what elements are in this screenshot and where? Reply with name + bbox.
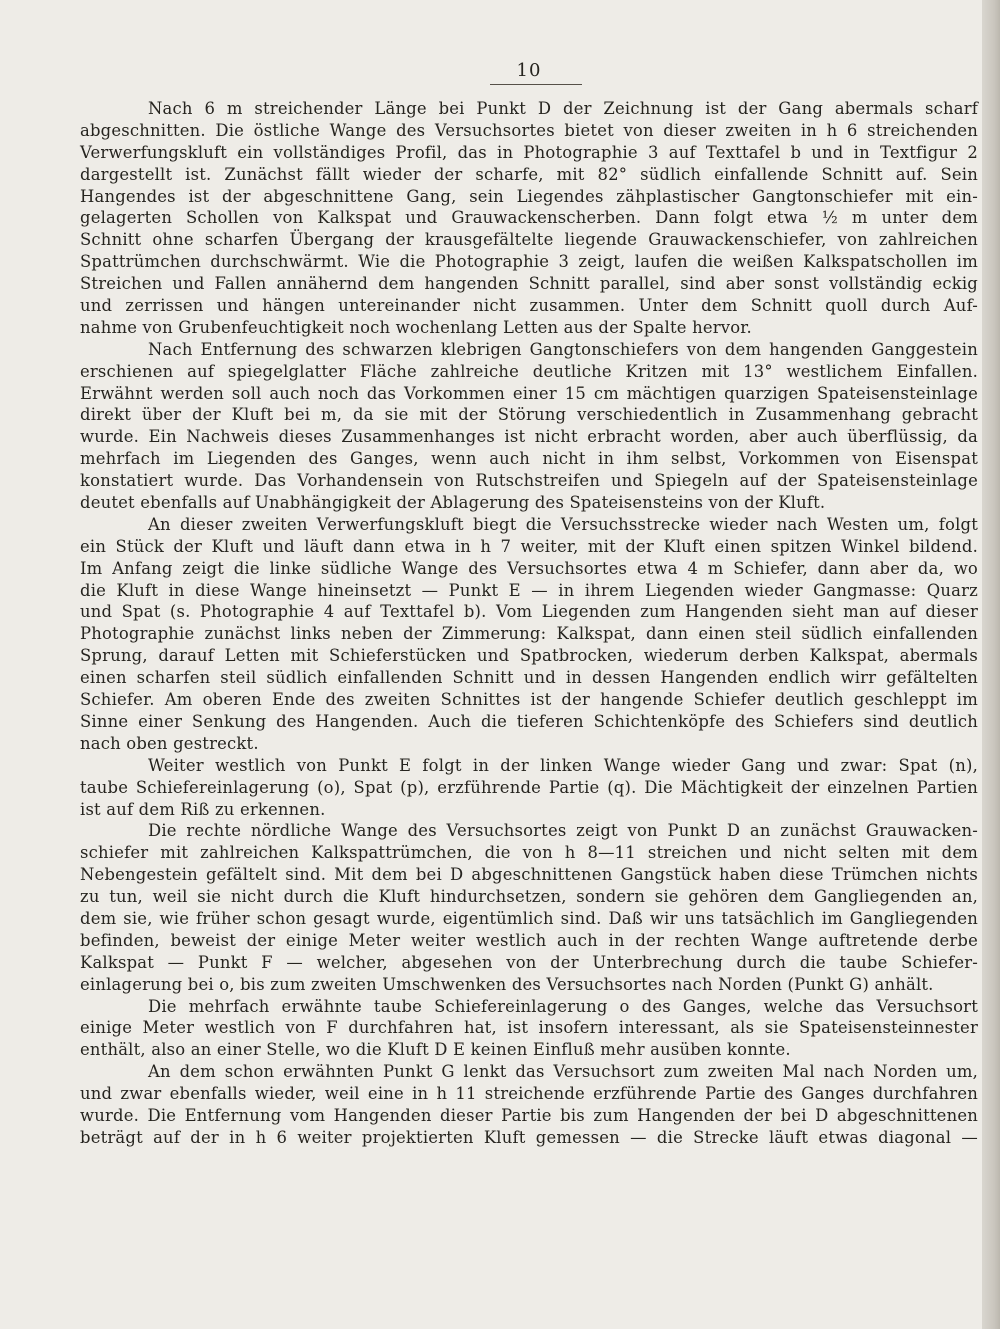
text-line: Die rechte nördliche Wange des Versuchsortes zeigt von Punkt D an zunächst Grauwacken- xyxy=(148,821,978,841)
text-line: die Kluft in diese Wange hineinsetzt — Punkt E — in ihrem Liegenden wieder Gangmasse: Quarz xyxy=(80,580,978,600)
text-line: dargestellt ist. Zunächst fällt wieder der scharfe, mit 82° südlich einfallende Schnitt auf. Sein xyxy=(80,164,978,184)
text-line: Erwähnt werden soll auch noch das Vorkommen einer 15 cm mächtigen quarzigen Spateisensteinlage xyxy=(80,383,978,403)
text-line: Nach Entfernung des schwarzen klebrigen Gangtonschiefers von dem hangenden Ganggestein xyxy=(148,339,978,359)
text-line: dem sie, wie früher schon gesagt wurde, eigentümlich sind. Daß wir uns tatsächlich im Gangliegenden xyxy=(80,908,978,928)
text-line: wurde. Die Entfernung vom Hangenden dieser Partie bis zum Hangenden der bei D abgeschnittenen xyxy=(80,1105,978,1125)
text-line: konstatiert wurde. Das Vorhandensein von Rutschstreifen und Spiegeln auf der Spateisensteinlage xyxy=(80,471,978,491)
text-line: wurde. Ein Nachweis dieses Zusammenhanges ist nicht erbracht worden, aber auch überflüssig, da xyxy=(80,427,978,447)
text-line: Die mehrfach erwähnte taube Schiefereinlagerung o des Ganges, welche das Versuchsort xyxy=(148,996,978,1016)
text-line: Sprung, darauf Letten mit Schieferstücken und Spatbrocken, wiederum derben Kalkspat, abermals xyxy=(80,646,978,666)
text-line: Photographie zunächst links neben der Zimmerung: Kalkspat, dann einen steil südlich einfallenden xyxy=(80,624,978,644)
text-line: zu tun, weil sie nicht durch die Kluft hindurchsetzen, sondern sie gehören dem Gangliegenden an, xyxy=(80,887,978,907)
text-line: Nebengestein gefältelt sind. Mit dem bei D abgeschnittenen Gangstück haben diese Trümchen nichts xyxy=(80,865,978,885)
body-text xyxy=(80,98,978,1149)
text-line: und zerrissen und hängen untereinander nicht zusammen. Unter dem Schnitt quoll durch Auf- xyxy=(80,296,978,316)
text-line: Schnitt ohne scharfen Übergang der krausgefältelte liegende Grauwackenschiefer, von zahlreichen xyxy=(80,230,978,250)
scan-page-edge xyxy=(982,0,1000,1329)
page-number-rule xyxy=(490,84,582,85)
text-line: An dieser zweiten Verwerfungskluft biegt die Versuchsstrecke wieder nach Westen um, folgt xyxy=(148,514,978,534)
text-line: schiefer mit zahlreichen Kalkspattrümchen, die von h 8—11 streichen und nicht selten mit dem xyxy=(80,843,978,863)
text-line: einen scharfen steil südlich einfallenden Schnitt und in dessen Hangenden endlich wirr gefältelten xyxy=(80,668,978,688)
book-page xyxy=(80,0,978,1329)
text-line: gelagerten Schollen von Kalkspat und Grauwackenscherben. Dann folgt etwa ½ m unter dem xyxy=(80,208,978,228)
text-line: Spattrümchen durchschwärmt. Wie die Photographie 3 zeigt, laufen die weißen Kalkspatschollen im xyxy=(80,252,978,272)
text-line: Hangendes ist der abgeschnittene Gang, sein Liegendes zähplastischer Gangtonschiefer mit ein- xyxy=(80,186,978,206)
text-line: ist auf dem Riß zu erkennen. xyxy=(80,799,326,819)
text-line: Im Anfang zeigt die linke südliche Wange des Versuchsortes etwa 4 m Schiefer, dann aber da, wo xyxy=(80,558,978,578)
text-line: nach oben gestreckt. xyxy=(80,733,259,753)
text-line: ein Stück der Kluft und läuft dann etwa in h 7 weiter, mit der Kluft einen spitzen Winkel bildend. xyxy=(80,536,978,556)
text-line: Verwerfungskluft ein vollständiges Profil, das in Photographie 3 auf Texttafel b und in Textfigur 2 xyxy=(80,142,978,162)
text-line: direkt über der Kluft bei m, da sie mit der Störung verschiedentlich in Zusammenhang gebracht xyxy=(80,405,978,425)
text-line: einige Meter westlich von F durchfahren hat, ist insofern interessant, als sie Spateisensteinnester xyxy=(80,1018,978,1038)
text-line: erschienen auf spiegelglatter Fläche zahlreiche deutliche Kritzen mit 13° westlichem Einfallen. xyxy=(80,361,978,381)
text-line: befinden, beweist der einige Meter weiter westlich auch in der rechten Wange auftretende derbe xyxy=(80,930,978,950)
text-line: abgeschnitten. Die östliche Wange des Versuchsortes bietet von dieser zweiten in h 6 streichenden xyxy=(80,120,978,140)
text-line: enthält, also an einer Stelle, wo die Kluft D E keinen Einfluß mehr ausüben konnte. xyxy=(80,1040,791,1060)
text-line: taube Schiefereinlagerung (o), Spat (p), erzführende Partie (q). Die Mächtigkeit der einzelnen Partien xyxy=(80,777,978,797)
text-line: und zwar ebenfalls wieder, weil eine in h 11 streichende erzführende Partie des Ganges durchfahren xyxy=(80,1084,978,1104)
text-line: Sinne einer Senkung des Hangenden. Auch die tieferen Schichtenköpfe des Schiefers sind deutlich xyxy=(80,711,978,731)
text-line: nahme von Grubenfeuchtigkeit noch wochenlang Letten aus der Spalte hervor. xyxy=(80,317,752,337)
page-number: 10 xyxy=(516,60,542,81)
text-line: deutet ebenfalls auf Unabhängigkeit der Ablagerung des Spateisensteins von der Kluft. xyxy=(80,493,826,513)
text-line: An dem schon erwähnten Punkt G lenkt das Versuchsort zum zweiten Mal nach Norden um, xyxy=(148,1062,978,1082)
text-line: Schiefer. Am oberen Ende des zweiten Schnittes ist der hangende Schiefer deutlich geschleppt im xyxy=(80,690,978,710)
text-line: beträgt auf der in h 6 weiter projektierten Kluft gemessen — die Strecke läuft etwas diagonal — xyxy=(80,1127,978,1147)
text-line: Kalkspat — Punkt F — welcher, abgesehen von der Unterbrechung durch die taube Schiefer- xyxy=(80,952,978,972)
text-line: einlagerung bei o, bis zum zweiten Umschwenken des Versuchsortes nach Norden (Punkt G) anhält. xyxy=(80,974,934,994)
text-line: Streichen und Fallen annähernd dem hangenden Schnitt parallel, sind aber sonst vollständig eckig xyxy=(80,274,978,294)
text-line: Weiter westlich von Punkt E folgt in der linken Wange wieder Gang und zwar: Spat (n), xyxy=(148,755,978,775)
text-line: Nach 6 m streichender Länge bei Punkt D der Zeichnung ist der Gang abermals scharf xyxy=(148,99,978,118)
text-line: mehrfach im Liegenden des Ganges, wenn auch nicht in ihm selbst, Vorkommen von Eisenspat xyxy=(80,449,978,469)
text-line: und Spat (s. Photographie 4 auf Texttafel b). Vom Liegenden zum Hangenden sieht man auf dieser xyxy=(80,602,978,622)
